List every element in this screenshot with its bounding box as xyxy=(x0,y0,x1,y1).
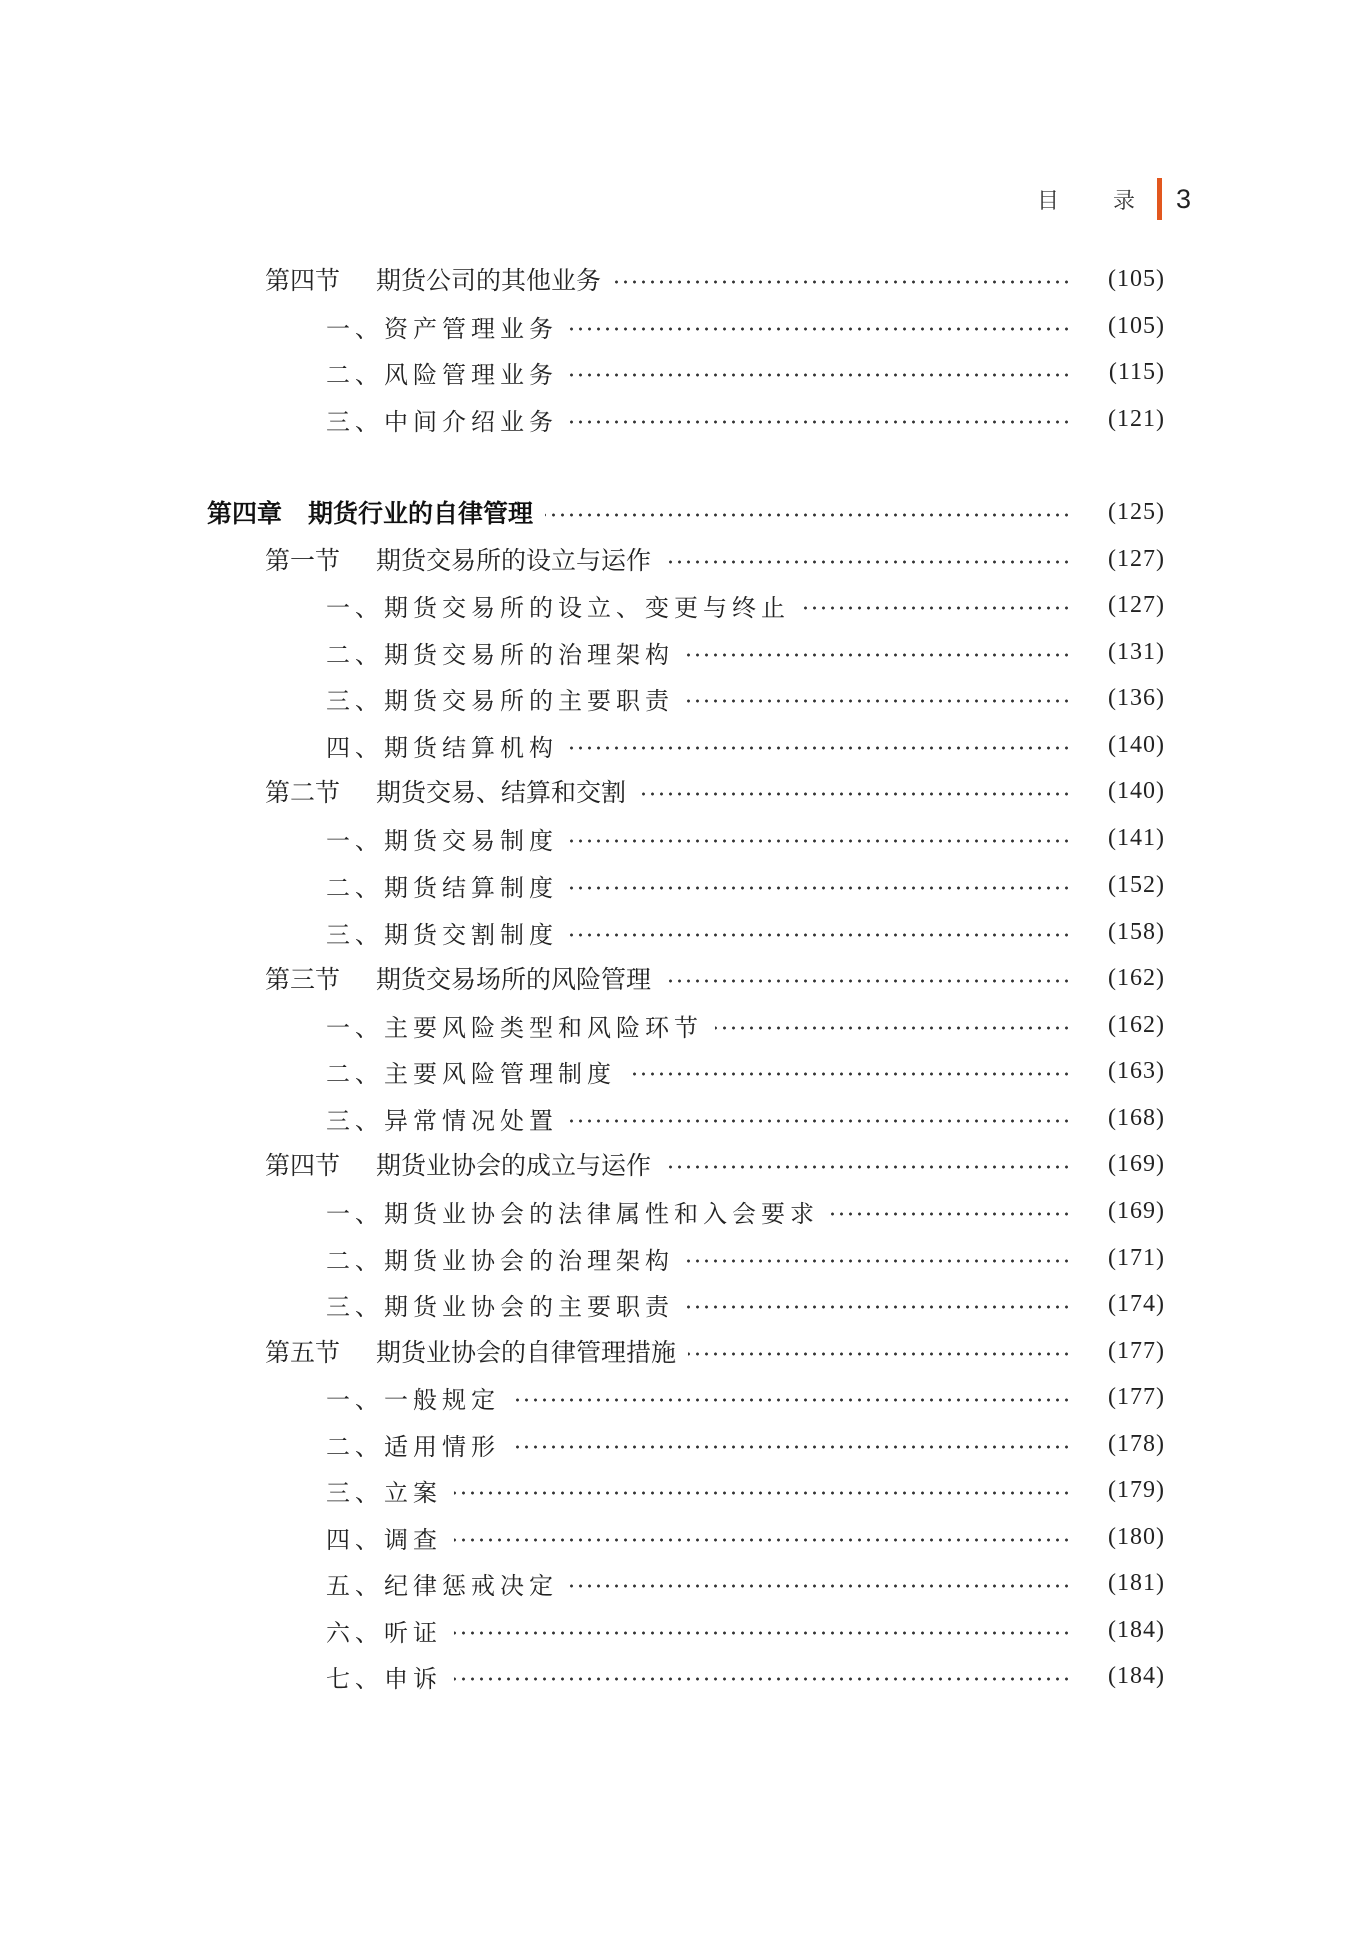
toc-entry-page: (140) xyxy=(1108,731,1165,758)
toc-entry-label: 二、 xyxy=(326,1432,384,1461)
toc-entry-title: 期货交易场所的风险管理 xyxy=(376,965,652,994)
toc-entry-page: (127) xyxy=(1108,545,1165,572)
toc-entry-title: 一般规定 xyxy=(384,1385,500,1414)
toc-entry-title: 期货业协会的主要职责 xyxy=(384,1292,674,1321)
toc-entry-page: (171) xyxy=(1108,1244,1165,1271)
toc-entry-label: 二、 xyxy=(326,873,384,902)
toc-entry-text xyxy=(207,494,533,530)
toc-entry xyxy=(0,539,1354,579)
toc-entry-label: 六、 xyxy=(326,1618,384,1647)
toc-entry-label: 第二节 xyxy=(265,778,341,807)
toc-entry xyxy=(0,585,1354,625)
dot-leader xyxy=(570,839,1071,843)
toc-entry-text xyxy=(326,1427,500,1462)
toc-entry-label: 二、 xyxy=(326,640,384,669)
toc-entry-text xyxy=(326,728,558,763)
toc-entry-label: 三、 xyxy=(326,1478,384,1507)
toc-entry-label: 一、 xyxy=(326,1013,384,1042)
dot-leader xyxy=(545,513,1071,517)
dot-leader xyxy=(628,1072,1071,1076)
toc-entry-title: 期货交易所的设立、变更与终止 xyxy=(384,593,790,622)
toc-entry-label: 第四节 xyxy=(265,1151,341,1180)
toc-entry-page: (140) xyxy=(1108,777,1165,804)
toc-entry-text xyxy=(326,588,790,623)
toc-entry-page: (168) xyxy=(1108,1104,1165,1131)
toc-entry xyxy=(0,1424,1354,1464)
dot-leader xyxy=(831,1212,1071,1216)
toc-entry xyxy=(0,1517,1354,1557)
toc-entry xyxy=(0,306,1354,346)
toc-entry-label: 四、 xyxy=(326,733,384,762)
toc-entry-label: 三、 xyxy=(326,1292,384,1321)
toc-entry-page: (105) xyxy=(1108,312,1165,339)
toc-entry-text xyxy=(326,402,558,437)
toc-entry-title: 期货业协会的自律管理措施 xyxy=(376,1338,677,1367)
toc-entry-text xyxy=(265,1146,651,1182)
toc-entry xyxy=(0,1098,1354,1138)
dot-leader xyxy=(454,1631,1071,1635)
toc-entry-text xyxy=(326,1101,558,1136)
toc-entry-title: 期货交易、结算和交割 xyxy=(376,778,627,807)
toc-entry-label: 三、 xyxy=(326,920,384,949)
toc-entry-text xyxy=(326,1566,558,1601)
toc-entry xyxy=(0,1377,1354,1417)
toc-entry-title: 期货交易所的治理架构 xyxy=(384,640,674,669)
toc-entry-text xyxy=(326,915,558,950)
toc-entry-page: (169) xyxy=(1108,1150,1165,1177)
toc-entry-label: 三、 xyxy=(326,1106,384,1135)
toc-entry xyxy=(0,1005,1354,1045)
toc-entry-title: 听证 xyxy=(384,1618,442,1647)
dot-leader xyxy=(570,886,1071,890)
toc-entry xyxy=(0,1144,1354,1184)
toc-entry-page: (181) xyxy=(1108,1569,1165,1596)
toc-entry-page: (121) xyxy=(1108,405,1165,432)
dot-leader xyxy=(570,420,1071,424)
dot-leader xyxy=(686,1305,1071,1309)
toc-entry-text xyxy=(326,1287,674,1322)
toc-entry-text xyxy=(326,1194,819,1229)
dot-leader xyxy=(570,327,1071,331)
toc-entry-title: 期货交割制度 xyxy=(384,920,558,949)
dot-leader xyxy=(512,1398,1071,1402)
toc-entry-label: 一、 xyxy=(326,593,384,622)
page-number: 3 xyxy=(1175,183,1191,214)
toc-entry-label: 第五节 xyxy=(265,1338,341,1367)
toc-entry-text xyxy=(265,261,601,297)
toc-entry xyxy=(0,1470,1354,1510)
toc-entry-text xyxy=(326,1054,616,1089)
toc-entry-page: (180) xyxy=(1108,1523,1165,1550)
toc-entry-page: (163) xyxy=(1108,1057,1165,1084)
toc-entry-text xyxy=(326,821,558,856)
toc-entry-page: (179) xyxy=(1108,1476,1165,1503)
toc-entry xyxy=(0,352,1354,392)
toc-entry-label: 四、 xyxy=(326,1525,384,1554)
toc-entry-label: 五、 xyxy=(326,1571,384,1600)
dot-leader xyxy=(454,1491,1071,1495)
toc-entry-text xyxy=(326,309,558,344)
toc-entry xyxy=(0,399,1354,439)
dot-leader xyxy=(663,1165,1071,1169)
toc-entry-page: (136) xyxy=(1108,684,1165,711)
toc-entry-label: 一、 xyxy=(326,314,384,343)
toc-entry xyxy=(0,1238,1354,1278)
toc-entry-title: 期货交易所的设立与运作 xyxy=(376,546,652,575)
toc-entry-text xyxy=(265,541,651,577)
running-head xyxy=(1037,178,1191,220)
toc-entry-page: (158) xyxy=(1108,918,1165,945)
running-head-title: 目 录 xyxy=(1036,188,1135,214)
toc-entry-page: (127) xyxy=(1108,591,1165,618)
toc-entry-title: 期货业协会的成立与运作 xyxy=(376,1151,652,1180)
toc-entry-title: 异常情况处置 xyxy=(384,1106,558,1135)
dot-leader xyxy=(686,699,1071,703)
toc-entry-text xyxy=(326,1473,442,1508)
toc-entry-text xyxy=(326,355,558,390)
accent-bar xyxy=(1157,178,1162,220)
toc-entry-title: 期货业协会的法律属性和入会要求 xyxy=(384,1199,819,1228)
toc-entry-page: (162) xyxy=(1108,964,1165,991)
toc-entry-page: (177) xyxy=(1108,1337,1165,1364)
toc-entry-title: 纪律惩戒决定 xyxy=(384,1571,558,1600)
toc-entry xyxy=(0,1284,1354,1324)
dot-leader xyxy=(570,746,1071,750)
dot-leader xyxy=(454,1677,1071,1681)
dot-leader xyxy=(663,560,1071,564)
toc-entry xyxy=(0,958,1354,998)
toc-entry-label: 二、 xyxy=(326,360,384,389)
toc-entry-text xyxy=(265,1333,676,1369)
toc-entry xyxy=(0,818,1354,858)
dot-leader xyxy=(686,1259,1071,1263)
dot-leader xyxy=(570,933,1071,937)
toc-entry xyxy=(0,259,1354,299)
toc-entry-text xyxy=(326,1520,442,1555)
dot-leader xyxy=(663,979,1071,983)
toc-entry-label: 一、 xyxy=(326,826,384,855)
dot-leader xyxy=(454,1538,1071,1542)
dot-leader xyxy=(715,1026,1071,1030)
toc-entry-label: 第四节 xyxy=(265,266,341,295)
toc-entry-title: 主要风险类型和风险环节 xyxy=(384,1013,703,1042)
toc-entry-page: (162) xyxy=(1108,1011,1165,1038)
toc-entry-title: 中间介绍业务 xyxy=(384,407,558,436)
dot-leader xyxy=(512,1445,1071,1449)
dot-leader xyxy=(570,1584,1071,1588)
toc-entry-label: 一、 xyxy=(326,1199,384,1228)
toc-entry-title: 期货交易制度 xyxy=(384,826,558,855)
toc-entry xyxy=(0,912,1354,952)
dot-leader xyxy=(570,373,1071,377)
toc-entry-title: 资产管理业务 xyxy=(384,314,558,343)
toc-entry-title: 期货行业的自律管理 xyxy=(308,499,534,528)
toc-entry xyxy=(0,1563,1354,1603)
toc-entry-page: (125) xyxy=(1108,498,1165,525)
toc-entry-label: 第一节 xyxy=(265,546,341,575)
toc-entry-title: 调查 xyxy=(384,1525,442,1554)
dot-leader xyxy=(802,606,1071,610)
dot-leader xyxy=(688,1352,1071,1356)
toc-entry xyxy=(0,1191,1354,1231)
toc-entry xyxy=(0,771,1354,811)
toc-entry-page: (141) xyxy=(1108,824,1165,851)
toc-entry-text xyxy=(265,773,626,809)
toc-entry-text xyxy=(265,960,651,996)
toc-entry-page: (115) xyxy=(1108,358,1165,385)
toc-entry-text xyxy=(326,1380,500,1415)
toc-entry-page: (184) xyxy=(1108,1616,1165,1643)
toc-entry-title: 期货公司的其他业务 xyxy=(376,266,602,295)
toc-entry-label: 二、 xyxy=(326,1246,384,1275)
toc-entry-page: (152) xyxy=(1108,871,1165,898)
toc-entry-title: 申诉 xyxy=(384,1664,442,1693)
toc-entry-text xyxy=(326,868,558,903)
toc-entry xyxy=(0,1051,1354,1091)
toc-entry-title: 风险管理业务 xyxy=(384,360,558,389)
toc-entry-text xyxy=(326,1659,442,1694)
toc-entry-label: 二、 xyxy=(326,1059,384,1088)
toc-entry-label: 一、 xyxy=(326,1385,384,1414)
toc-entry-label: 第四章 xyxy=(207,499,283,528)
toc-entry xyxy=(0,678,1354,718)
toc-entry-title: 期货结算制度 xyxy=(384,873,558,902)
toc-entry-text xyxy=(326,1241,674,1276)
toc-entry xyxy=(0,1610,1354,1650)
toc-entry-title: 期货交易所的主要职责 xyxy=(384,686,674,715)
dot-leader xyxy=(570,1119,1071,1123)
toc-entry-title: 主要风险管理制度 xyxy=(384,1059,616,1088)
toc-entry xyxy=(0,1331,1354,1371)
dot-leader xyxy=(638,792,1071,796)
dot-leader xyxy=(613,280,1071,284)
toc-entry-page: (131) xyxy=(1108,638,1165,665)
toc-entry-text xyxy=(326,1008,703,1043)
toc-entry-text xyxy=(326,1613,442,1648)
toc-entry xyxy=(0,1656,1354,1696)
toc-entry-title: 立案 xyxy=(384,1478,442,1507)
toc-entry-title: 期货业协会的治理架构 xyxy=(384,1246,674,1275)
toc-entry-title: 适用情形 xyxy=(384,1432,500,1461)
toc-entry-title: 期货结算机构 xyxy=(384,733,558,762)
toc-entry-page: (184) xyxy=(1108,1662,1165,1689)
toc-entry-label: 三、 xyxy=(326,407,384,436)
toc-entry-page: (178) xyxy=(1108,1430,1165,1457)
toc-entry-label: 七、 xyxy=(326,1664,384,1693)
toc-entry-page: (169) xyxy=(1108,1197,1165,1224)
dot-leader xyxy=(686,653,1071,657)
toc-entry-text xyxy=(326,635,674,670)
toc-entry xyxy=(0,492,1354,532)
toc-entry-label: 三、 xyxy=(326,686,384,715)
toc-entry-label: 第三节 xyxy=(265,965,341,994)
toc-entry xyxy=(0,865,1354,905)
toc-entry-page: (105) xyxy=(1108,265,1165,292)
toc-entry-text xyxy=(326,681,674,716)
toc-entry xyxy=(0,725,1354,765)
toc-entry-page: (177) xyxy=(1108,1383,1165,1410)
toc-entry-page: (174) xyxy=(1108,1290,1165,1317)
toc-entry xyxy=(0,632,1354,672)
